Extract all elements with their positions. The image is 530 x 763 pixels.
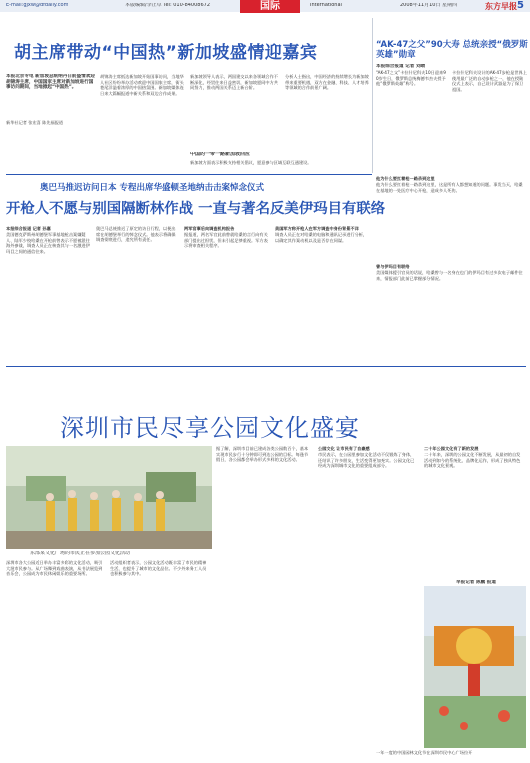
story2-body: “AK-47之父”卡拉什尼科夫10日迎来90岁生日，俄罗斯总统梅德韦杰夫授予他“俄罗斯英雄”称号。 xyxy=(376,70,446,87)
story4-photo-caption: 东部某文化广场的市民正在参加公园文化活动 xyxy=(30,551,131,556)
rule-lower xyxy=(6,366,526,367)
story3-sub4: 曾与伊玛目有联络 xyxy=(376,264,410,269)
story3-col5: 他为什么要扛着枪一路杀到这里，这是所有人都想知道的问题。事发当天，哈桑在基地的一处医疗中心开枪，造成多人死伤。 xyxy=(376,182,523,193)
paper-logo: 东方早报 xyxy=(485,2,517,11)
story1-col3: 新加坡领导人表示，两国建交以来各领域合作不断深化，经贸往来日益密切，新加坡愿同中方共同努力，推动两国关系迈上新台阶。 xyxy=(190,74,278,91)
story4-col3: 据了解，深圳市目前已建成各类公园数百个，基本实现市民步行十分钟即可到达公园的目标。每逢节假日，各公园都会举办形式多样的文化活动。 xyxy=(216,446,309,463)
story4-sub2: 二十年公园文化有了新的发展 xyxy=(424,446,479,451)
section-label-en: International xyxy=(310,3,342,8)
story1-sidebar-text: 新加坡方面表示积极支持相关倡议，愿意参与区域互联互通建设。 xyxy=(190,160,312,165)
story2-col2: 卡拉什尼科夫设计的AK-47步枪是世界上使用最广泛的自动步枪之一，他在授勋仪式上表示，自己设计武器是为了保卫祖国。 xyxy=(452,70,527,92)
story1-col4: 分析人士指出，中国经济的持续增长为新加坡带来重要机遇，双方在金融、科技、人才培养等领域的合作前景广阔。 xyxy=(285,74,369,91)
story4-photo-right xyxy=(424,586,526,748)
page-number: 5 xyxy=(517,0,524,11)
masthead-email[interactable]: E-mail:gjxw@dfdaily.com xyxy=(6,3,69,8)
masthead-editor: 本版编辑/李正卓 Tel: 010-84008672 xyxy=(125,3,211,8)
divider-right-top xyxy=(372,18,373,173)
story1-lead: 本报北京专电 新加坡总统纳丹日前盛情欢迎胡锦涛主席，中国国家主席对新加坡进行国事访问期间，当地掀起“中国热”。 xyxy=(6,74,95,91)
story4-sub1: 公园文化 让市民有了自豪感 xyxy=(318,446,370,451)
story4-col1: 深圳市各大公园近日举办丰富多彩的文化活动，吸引大批市民参与。从广场舞到戏曲表演，从书法展览到音乐会，公园成为市民休闲娱乐的重要场所。 xyxy=(6,560,103,577)
story3-col2: 奥巴马总统推迟了原定的访日行程，以便出席在胡德堡举行的悼念仪式。他表示将确保调查彻底进行，追究所有责任。 xyxy=(96,226,176,243)
story2-byline: 本报综合报道 记者 刘晴 xyxy=(376,64,426,69)
story1-byline: 新华社记者 张宏喜 陈先福报道 xyxy=(6,120,64,125)
story3-kicker: 奥巴马推迟访问日本 专程出席华盛顿圣地纳击击案悼念仪式 xyxy=(40,183,264,193)
masthead-date: 2008年11月10日 星期四 xyxy=(400,3,458,8)
story3-col1: 美国德克萨斯州胡德堡军事基地枪击案嫌疑人、陆军少校哈桑在开枪前曾表示不愿被派往海外参战，调查人员正在核查其与一名激进伊玛目之间的通信往来。 xyxy=(6,232,90,254)
story1-col2: 胡锦涛主席抵达新加坡开始国事访问，当地华人社区纷纷举办活动欢迎中国国家主席，街头巷尾洋溢着浓厚的中国热氛围。新加坡媒体连日来大篇幅报道中新关系和双边合作成果。 xyxy=(100,74,184,96)
story4-photo-caption2: 一年一度的中国园林文化节在深圳市民中心广场拉开 xyxy=(376,750,473,755)
story2-headline: “AK-47之父”90大寿 总统亲授“俄罗斯英雄”勋章 xyxy=(376,40,528,60)
rule-mid xyxy=(6,174,372,175)
story3-sub2: 美国军方称开枪人在军方调查中身份背景不详 xyxy=(275,226,359,231)
story4-headline: 深圳市民尽享公园文化盛宴 xyxy=(60,414,360,442)
section-label: 国际 xyxy=(240,0,300,13)
story3-col6: 美国媒体援引官员的话说，哈桑曾与一名身在也门的伊玛目有过多次电子邮件往来，情报部门此前已掌握部分情况。 xyxy=(376,270,523,281)
story3-sub3: 他为什么要扛着枪一路杀到这里 xyxy=(376,176,435,181)
story3-byline: 本报综合报道 记者 孙嘉 xyxy=(6,226,51,231)
story4-col2: 活动组织者表示，公园文化活动既丰富了市民的精神生活，也提升了城市的文化品位。不少外来务工人员也积极参与其中。 xyxy=(110,560,207,577)
story4-photo-left xyxy=(6,446,212,549)
story4-col4: 市民表示，在公园里参加文化活动不仅锻炼了身体，还结识了许多朋友，生活变得更加充实。公园文化已经成为深圳城市文化的重要组成部分。 xyxy=(318,452,415,469)
story3-sub1: 两军官事后向调查机构报告 xyxy=(184,226,235,231)
story4-col5: 二十年来，深圳的公园文化不断发展，从最初的自发活动到如今的系统化、品牌化运作，形成了独具特色的城市文化景观。 xyxy=(424,452,521,469)
story3-headline: 开枪人不愿与别国隔断林作战 一直与著名反美伊玛目有联络 xyxy=(6,201,386,217)
story1-sidebar: 中国的一带一路新加坡回应 xyxy=(190,152,251,157)
story4-byline: 早报记者 陈鹏 报道 xyxy=(456,580,496,585)
story1-headline: 胡主席带动“中国热”新加坡盛情迎嘉宾 xyxy=(14,43,318,63)
story3-col4: 调查人员正在对哈桑的电脑和通讯记录进行分析，以确定其作案动机以及是否存在同谋。 xyxy=(275,232,368,243)
story3-col3: 据报道，两名军官此前曾就哈桑的言行向有关部门提出过担忧，但未引起足够重视。军方表示将审查相关程序。 xyxy=(184,232,268,249)
